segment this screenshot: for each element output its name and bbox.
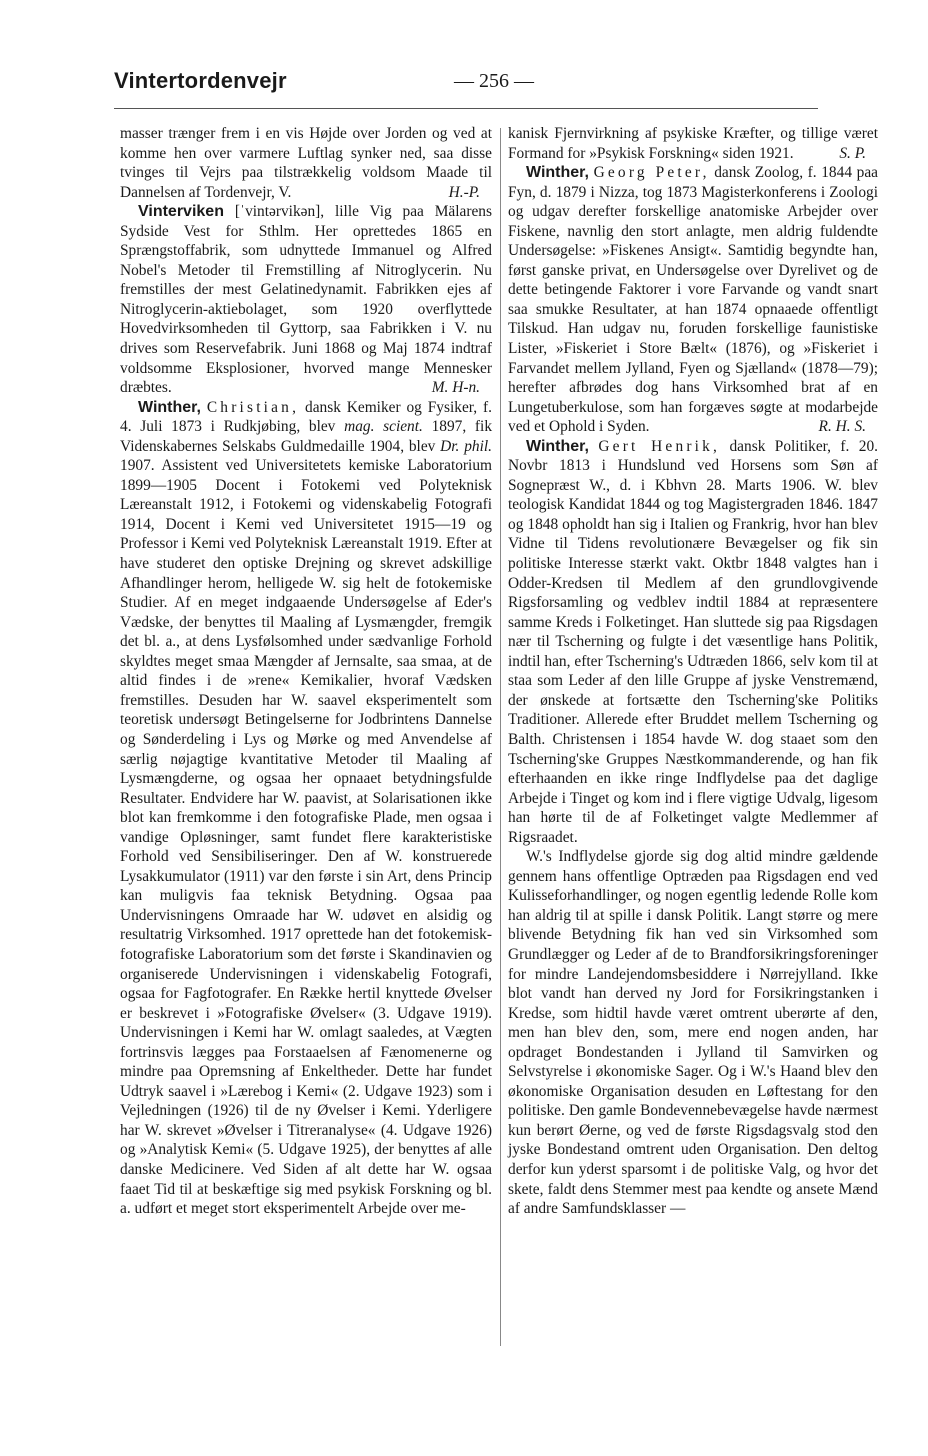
entry-signature: H.-P. — [448, 183, 480, 201]
page-number: — 256 — — [454, 70, 534, 92]
continuation-text: kanisk Fjernvirkning af psykiske Kræfter, og tillige været Formand for »Psykisk Forskning« siden 1921. — [508, 125, 878, 162]
entry-text: [ˈvintərvikən], lille Vig paa Mälarens Sydside Vest for Sthlm. Her oprettedes 1865 en Sprængstoffabrik, som udnyttede Immanuel og Alfred Nobel's Metoder til Fremstilling af Nitroglycerin. Nu fremstilles der mest Gelatinedynamit. Fabrikken ejes af Nitroglycerin-aktiebolaget, som 1920 overflyttede Hovedvirksomheden til Gyttorp, saa Fabrikken i V. nu drives som Reservefabrik. Juni 1868 og Maj 1874 indtraf voldsomme Eksplosioner, hvorved mange Mennesker dræbtes. — [120, 203, 492, 397]
entry-text: dansk Zoolog, f. 1844 paa Fyn, d. 1879 i Nizza, tog 1873 Magisterkonferens i Zoologi og udgav derefter forskellige anatomiske Arbejder over Fiskene, navnlig den stort anlagte, men aldrig fuldendte Undersøgelse: »Fiskenes Ansigt«. Samtidig begyndte han, først ganske privat, en Undersøgelse over Dyrelivet og de dette betingende Faktorer i vore Farvande og vandt snart saa smukke Resultater, at han 1874 opnaaede offentligt Tilskud. Han udgav nu, foruden forskellige faunistiske Lister, »Fiskeriet i Store Bælt« (1876), og »Fiskeriet i Farvandet mellem Jylland, Fyen og Sjælland« (1878—79); herefter afbrødes dog hans Virksomhed brat af en Lungetuberkulose, som han forgæves søgte at modarbejde ved et Ophold i Syden. — [508, 164, 878, 436]
entry-text: 1907. Assistent ved Universitetets kemiske Laboratorium 1899—1905 Docent i Fotokemi ved Polyteknisk Læreanstalt 1912, i Fotokemi og videnskabelig Fotografi 1914, Docent i Kemi ved Universitetet 1915—19 og Professor i Kemi ved Polyteknisk Læreanstalt 1919. Efter at have studeret den optiske Drejning og skrevet adskillige Afhandlinger herom, helligede W. sig helt de fotokemiske Studier. Af en meget indgaaende Undersøgelse af Eder's Vædske, der benyttes til Maaling af Lysmængder, fremgik det bl. a., at dens Lysfølsomhed under sædvanlige Forhold skyldtes meget smaa Mængder af Jernsalte, saa smaa, at de altid findes i de »rene« Kemikalier, hvoraf Vædsken fremstilles. Desuden har W. saavel eksperimentelt som teoretisk undersøgt Betingelserne for Jodbrintens Dannelse og Sønderdeling i Lys og Mørke og med Anvendelse af særlig nøjagtige kvantitative Metoder til Maaling af Lysmængderne, og ogsaa her opnaaet betydningsfulde Resultater. Endvidere har W. paavist, at Solarisationen ikke blot kan fremkomme i den fotografiske Plade, men ogsaa i vandige Opløsninger, samt fundet flere karakteristiske Forhold ved Sensibiliseringer. Den af W. konstruerede Lysakkumulator (1911) var den første i sin Art, dens Princip kan muligvis faa teknisk Betydning. Ogsaa paa Undervisningens Omraade har W. udøvet en alsidig og resultatrig Virksomhed. 1917 oprettede han det fotokemisk-fotografiske Laboratorium som det første i Skandinavien og organiserede Undervisningen i videnskabelig Fotografi, ogsaa for Fagfotografer. En Række hertil knyttede Øvelser er beskrevet i »Fotografiske Øvelser« (3. Udgave 1919). Undervisningen i Kemi har W. omlagt saaledes, at Vægten fortrinsvis lægges paa Forstaaelsen af Fænomenerne og mindre paa Opremsning af Enkeltheder. Dette har fundet Udtryk saavel i »Lærebog i Kemi« (2. Udgave 1923) som i Vejledningen (1926) til de ny Øvelser i Kemi. Yderligere har W. skrevet »Øvelser i Titreranalyse« (4. Udgave 1926) og »Analytisk Kemi« (5. Udgave 1925), der benyttes af alle danske Medicinere. Ved Siden af alt dette har W. ogsaa faaet Tid til at beskæftige sig med psykisk Forskning og bl. a. udført et meget stort eksperimentelt Arbejde over me- — [120, 457, 492, 1218]
right-column — [508, 124, 878, 1219]
entry-signature: S. P. — [839, 144, 866, 162]
entry-name: Gert Henrik, — [598, 437, 721, 455]
entry-text: W.'s Indflydelse gjorde sig dog altid mindre gældende gennem hans offentlige Optræden paa Rigsdagen end ved Kulisseforhandlinger, og nogen egentlig ledende Rolle kom han aldrig til at spille i dansk Politik. Langt større og mere blivende Betydning fik han ved sin Virksomhed som Grundlægger og Leder af de to Brandforsikringsforeninger for mindre Landejendomsbesiddere i Nørrejylland. Ikke blot vandt han derved ny Jord for Forsikringstanken i Kredse, som hidtil havde været omtrent uberørte af den, men han blev den, som, mere end nogen anden, har opdraget Bondestanden i Jylland til Samvirken og Selvstyrelse i økonomiske Sager. Og i W.'s Haand blev den økonomiske Organisation desuden en Løftestang for den politiske. Den gamle Bondevennebevægelse havde nærmest kun berørt Øerne, og ved de første Rigsdagsvalg stod den jyske Bondestand omtrent uden Organisation. Den deltog derfor kun yderst sparsomt i de politiske Valg, og hvor det skete, faldt dens Stemmer mest paa kendte og ansete Mænd af andre Samfundsklasser — — [508, 848, 878, 1218]
entry-vinterviken — [120, 202, 492, 397]
entry-headword: Winther, — [526, 164, 589, 182]
entry-headword: Winther, — [138, 398, 201, 416]
entry-winther-georg — [508, 163, 878, 437]
continuation-paragraph — [120, 124, 492, 202]
entry-text: 1897, fik Videnskabernes Selskabs Guldmedaille 1904, blev — [120, 418, 493, 455]
entry-signature: M. H-n. — [431, 379, 480, 397]
left-column — [120, 124, 492, 1219]
continuation-paragraph — [508, 124, 878, 163]
entry-winther-christian — [120, 398, 492, 1219]
entry-text: dansk Politiker, f. 20. Novbr 1813 i Hundslund ved Horsens som Søn af Sognepræst W., d. i Kbhvn 28. Marts 1906. W. blev teologisk Kandidat 1844 og tog Magistergraden 1846. 1847 og 1848 opholdt han sig i Italien og Frankrig, hvor han blev Vidne til Tidens revolutionære Bevægelser og fik sin politiske Interesse stærkt vakt. Oktbr 1848 valgtes han i Odder-Kredsen til Medlem af den grundlovgivende Rigsforsamling og vedblev indtil 1884 at repræsentere samme Kreds i Folketinget. Han sluttede sig paa Rigsdagen nær til Tscherning og fulgte i det væsentlige hans Politik, indtil han, efter Tscherning's Udtræden 1866, selv kom til at staa som Leder af den lille Gruppe af jyske Venstremænd, der ønskede at fortsætte den Tscherning'ske Politiks Traditioner. Allerede efter Bruddet mellem Tscherning og Balth. Christensen i 1854 havde W. dog staaet som den Tscherning'ske Gruppes Næstkommanderende, og han fik efterhaanden en ikke ringe Indflydelse paa det daglige Arbejde i Tinget og kom ind i flere vigtige Udvalg, ligesom han hørte til de af Folketinget valgte Medlemmer af Rigsraadet. — [508, 437, 878, 846]
entry-degree: Dr. phil. — [440, 437, 492, 455]
entry-name: Christian, — [206, 398, 300, 416]
entry-name: Georg Peter, — [593, 164, 710, 182]
entry-headword: Vinterviken — [138, 203, 224, 221]
entry-degree: mag. scient. — [344, 418, 423, 436]
entry-winther-gert — [508, 437, 878, 847]
entry-headword: Winther, — [526, 437, 589, 455]
running-head: Vintertordenvejr — [114, 68, 287, 93]
entry-signature: R. H. S. — [818, 418, 866, 436]
page-header — [114, 68, 814, 104]
header-rule — [114, 108, 818, 109]
column-divider — [500, 128, 501, 1346]
continuation-text: masser trænger frem i en vis Højde over Jorden og ved at komme hen over varmere Luftlag synker ned, saa disse tvinges til Vejrs paa tilstrækkelig voldsom Maade til Dannelsen af Tordenvejr, V. — [120, 125, 492, 201]
entry-text: dansk Kemiker og Fysiker, f. 4. Juli 1873 i Rudkjøbing, blev — [120, 398, 492, 436]
entry-paragraph — [508, 847, 878, 1218]
